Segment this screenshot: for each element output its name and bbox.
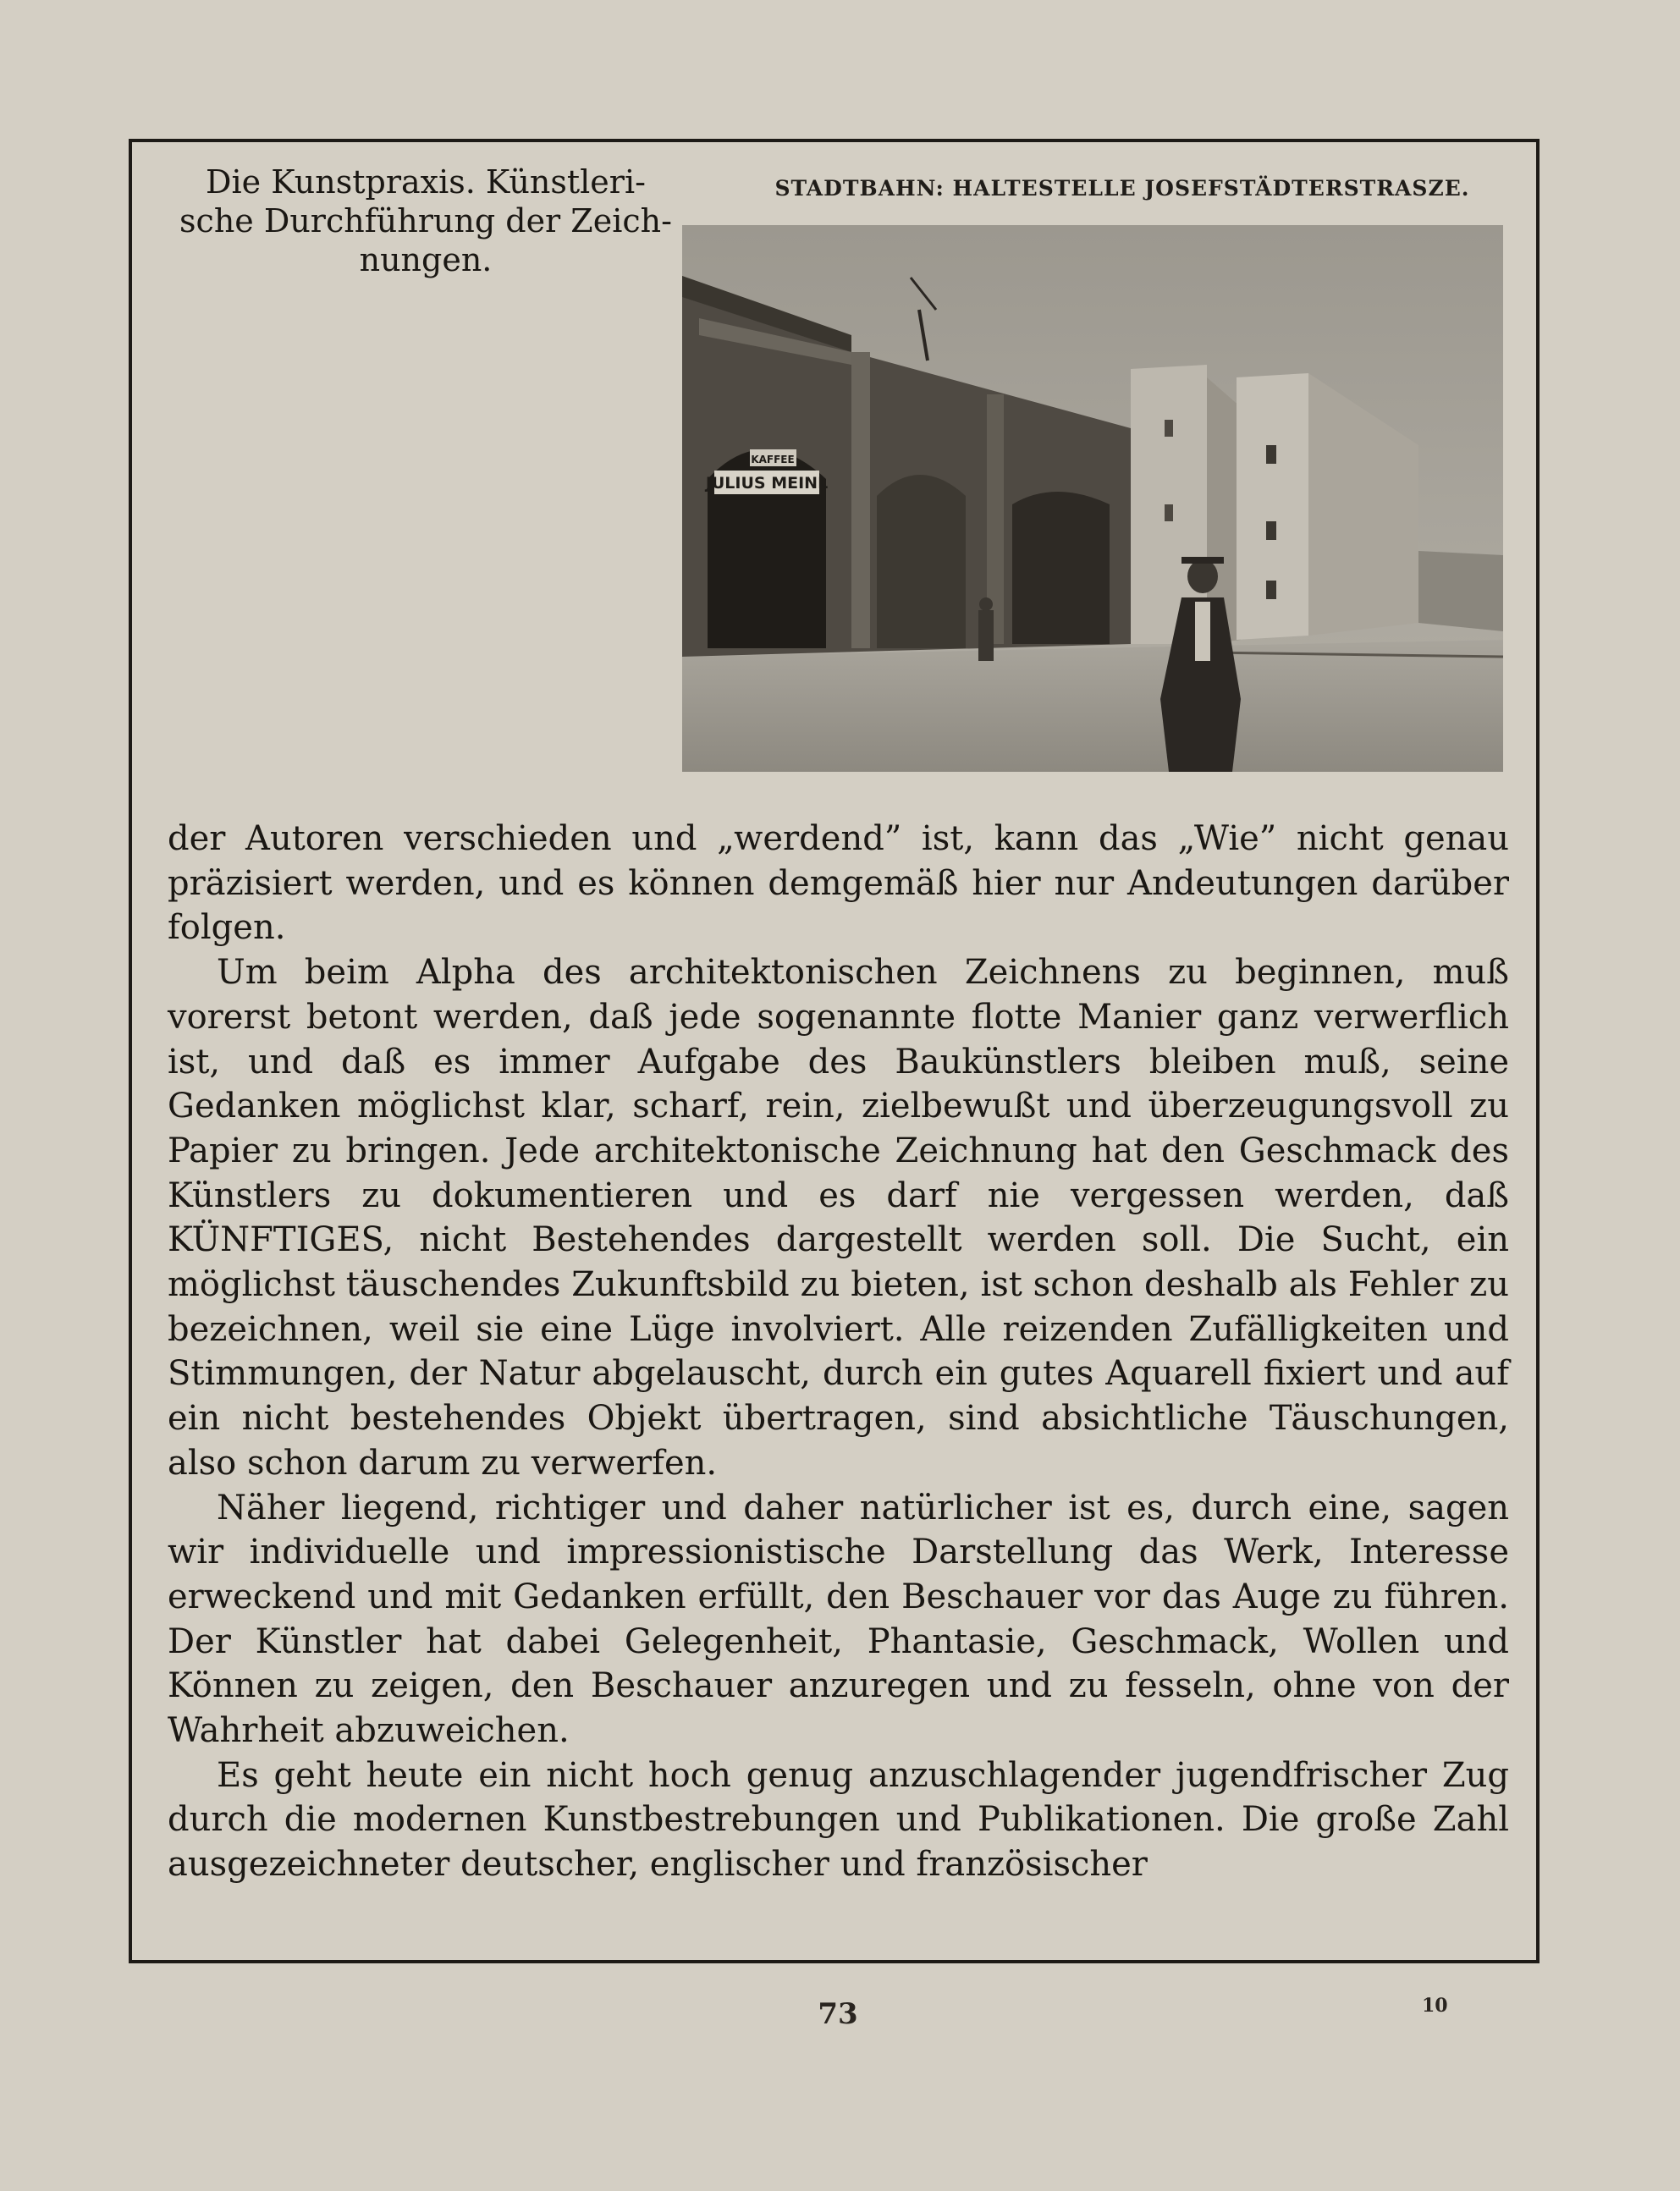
shop-sign-text: JULIUS MEINL <box>705 474 829 493</box>
body-text <box>168 817 1509 1887</box>
shop-sign-small-text: KAFFEE <box>751 454 795 465</box>
paragraph: Näher liegend, richtiger und daher natürlicher ist es, durch eine, sagen wir individuelle und impressionistische Darstellung das Werk, Interesse erweckend und mit Gedanken erfüllt, den Beschauer vor das Auge zu führen. Der Künstler hat dabei Gelegenheit, Phantasie, Geschmack, Wollen und Können zu zeigen, den Beschauer anzuregen und zu fesseln, ohne von der Wahrheit abzuweichen. <box>168 1488 1509 1751</box>
side-heading-line: Die Kunstpraxis. Künstleri- <box>206 163 646 201</box>
station-photograph <box>682 225 1503 772</box>
page-frame <box>129 139 1540 1963</box>
paragraph: Um beim Alpha des architektonischen Zeichnens zu beginnen, muß vorerst betont werden, daß jede sogenannte flotte Manier ganz verwerflich ist, und daß es immer Aufgabe des Baukünstlers bleiben muß, seine Gedanken möglichst klar, scharf, rein, zielbewußt und überzeugungsvoll zu Papier zu bringen. Jede architektonische Zeichnung hat den Geschmack des Künstlers zu dokumentieren und es darf nie vergessen werden, daß KÜNFTIGES, nicht Bestehendes dargestellt werden soll. Die Sucht, ein möglichst täuschendes Zukunftsbild zu bieten, ist schon deshalb als Fehler zu bezeichnen, weil sie eine Lüge involviert. Alle reizenden Zufälligkeiten und Stimmungen, der Natur abgelauscht, durch ein gutes Aquarell fixiert und auf ein nicht bestehendes Objekt übertragen, sind absichtliche Täuschungen, also schon darum zu verwerfen. <box>168 953 1509 1483</box>
station-photo-illustration <box>682 225 1503 772</box>
side-heading <box>168 162 684 279</box>
photo-caption: STADTBAHN: HALTESTELLE JOSEFSTÄDTERSTRASZE. <box>774 176 1470 201</box>
page-number: 73 <box>818 1997 858 2031</box>
side-heading-line: nungen. <box>359 241 493 278</box>
paragraph: der Autoren verschieden und „werdend” ist, kann das „Wie” nicht genau präzisiert werden, und es können demgemäß hier nur Andeutungen darüber folgen. <box>168 819 1509 948</box>
signature-mark: 10 <box>1422 1995 1448 2017</box>
paragraph: Es geht heute ein nicht hoch genug anzuschlagender jugendfrischer Zug durch die modernen Kunstbestrebungen und Publikationen. Die große Zahl ausgezeichneter deutscher, englischer und französischer <box>168 1755 1509 1885</box>
side-heading-line: sche Durchführung der Zeich- <box>179 202 672 239</box>
